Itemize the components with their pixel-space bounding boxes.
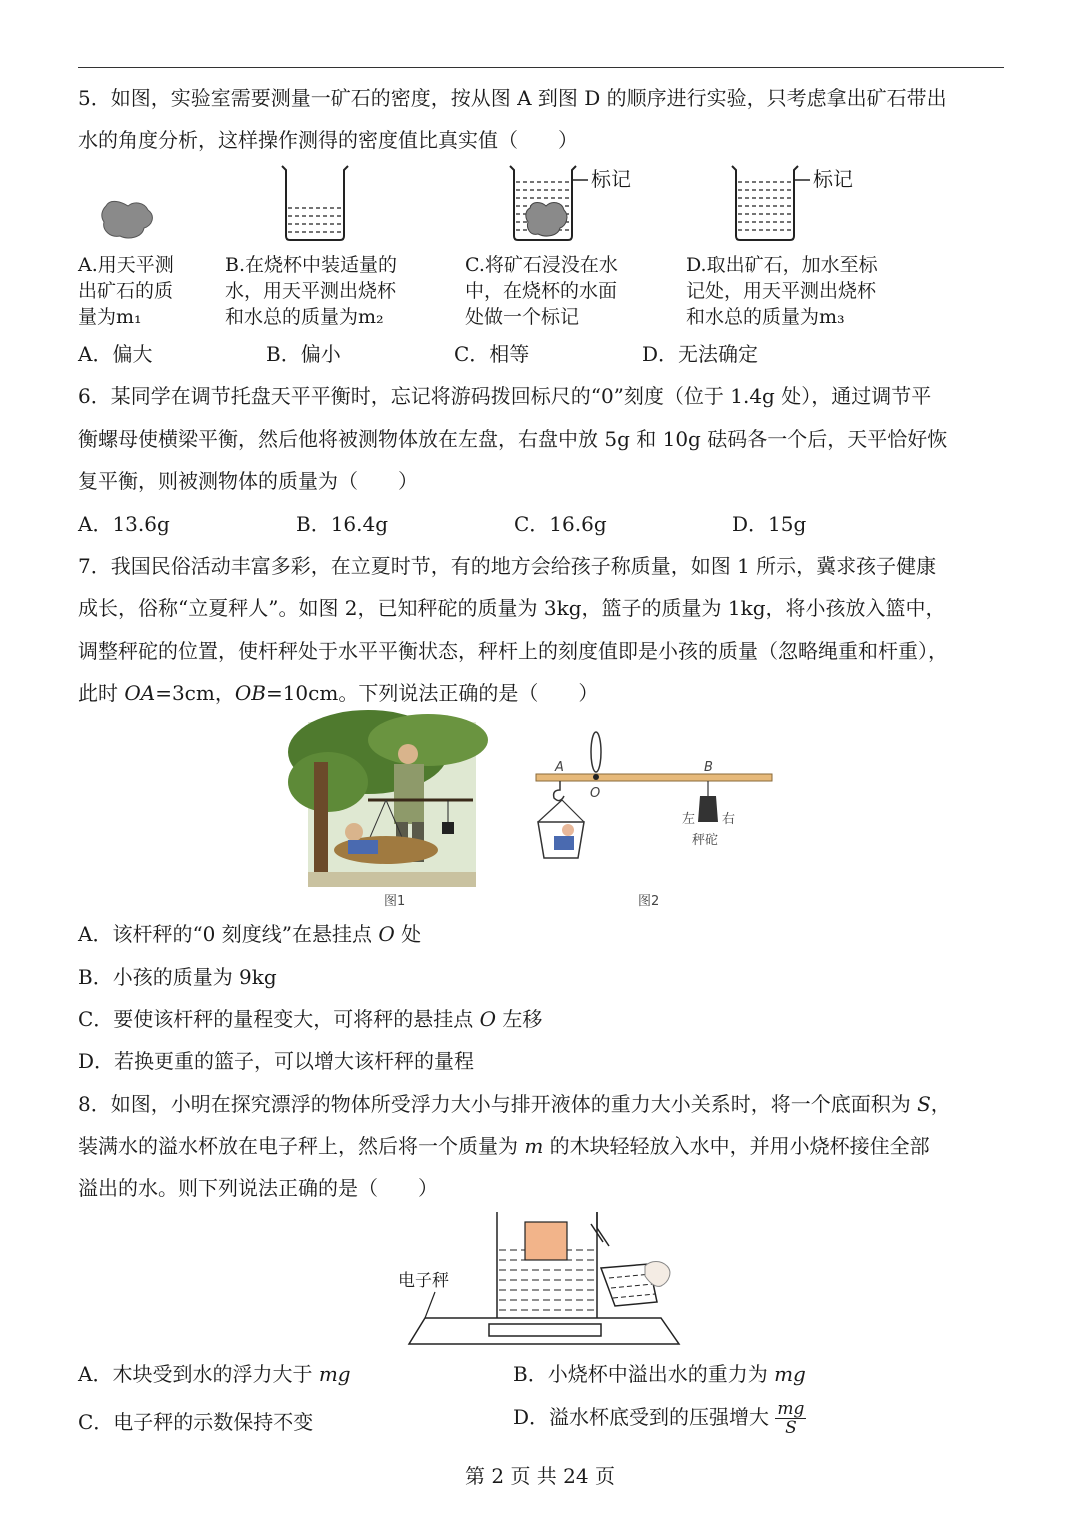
caption-c-2: 中，在烧杯的水面: [465, 280, 618, 302]
q7-line-4: 此时 OA=3cm，OB=10cm。下列说法正确的是（ ）: [78, 681, 599, 705]
q6-option-b[interactable]: B．16.4g: [296, 512, 389, 536]
fraction: $\frac{mg}{S}$: [777, 1399, 805, 1438]
q5-line-1: 5．如图，实验室需要测量一矿石的密度，按从图 A 到图 D 的顺序进行实验，只考虑拿出矿石带出: [78, 86, 947, 110]
page-footer: 第 2 页 共 24 页: [465, 1464, 615, 1488]
q7-option-b[interactable]: B．小孩的质量为 9kg: [78, 965, 277, 989]
mark-label-d: 标记: [813, 167, 853, 191]
q8-line-2: 装满水的溢水杯放在电子秤上，然后将一个质量为 m 的木块轻轻放入水中，并用小烧杯接住全部: [78, 1134, 930, 1158]
point-o-label: O: [590, 786, 601, 801]
weighing-photo-figure: [308, 722, 476, 887]
q6-line-1: 6．某同学在调节托盘天平平衡时，忘记将游码拨回标尺的“0”刻度（位于 1.4g 处），通过调节平: [78, 384, 932, 408]
q6-line-3: 复平衡，则被测物体的质量为（ ）: [78, 469, 418, 493]
ore-rock-figure: [100, 198, 156, 240]
caption-a-1: A.用天平测: [78, 254, 174, 276]
q7-option-a[interactable]: A．该杆秤的“0 刻度线”在悬挂点 O 处: [78, 922, 422, 946]
q6-option-d[interactable]: D．15g: [732, 512, 807, 536]
q8-line-3: 溢出的水。则下列说法正确的是（ ）: [78, 1176, 438, 1200]
figure-2-label: 图2: [638, 894, 660, 909]
caption-b-3: 和水总的质量为m₂: [225, 306, 384, 328]
q7-line-3: 调整秤砣的位置，使杆秤处于水平平衡状态，秤杆上的刻度值即是小孩的质量（忽略绳重和杆重），: [78, 639, 948, 663]
caption-b-1: B.在烧杯中装适量的: [225, 254, 398, 276]
caption-d-3: 和水总的质量为m₃: [686, 306, 845, 328]
q5-line-2: 水的角度分析，这样操作测得的密度值比真实值（ ）: [78, 128, 578, 152]
q7-line-2: 成长，俗称“立夏秤人”。如图 2，已知秤砣的质量为 3kg，篮子的质量为 1kg，将小孩放入篮中，: [78, 596, 946, 620]
q7-line-1: 7．我国民俗活动丰富多彩，在立夏时节，有的地方会给孩子称质量，如图 1 所示，冀求孩子健康: [78, 554, 937, 578]
point-b-label: B: [704, 760, 713, 775]
q6-line-2: 衡螺母使横梁平衡，然后他将被测物体放在左盘，右盘中放 5g 和 10g 砝码各一个后，天平恰好恢: [78, 427, 948, 451]
beaker-b-figure: [280, 164, 350, 242]
caption-b-2: 水，用天平测出烧杯: [225, 280, 397, 302]
q8-option-d[interactable]: D．溢水杯底受到的压强增大 $\frac{mg}{S}$: [513, 1399, 805, 1438]
q5-option-c[interactable]: C．相等: [454, 342, 530, 366]
mark-label-c: 标记: [591, 167, 631, 191]
caption-d-1: D.取出矿石，加水至标: [686, 254, 878, 276]
q7-option-c[interactable]: C．要使该杆秤的量程变大，可将秤的悬挂点 O 左移: [78, 1007, 543, 1031]
q6-option-c[interactable]: C．16.6g: [514, 512, 607, 536]
caption-d-2: 记处，用天平测出烧杯: [686, 280, 877, 302]
caption-a-3: 量为m₁: [78, 306, 142, 328]
scale-label: 电子秤: [398, 1271, 449, 1291]
caption-c-1: C.将矿石浸没在水: [465, 254, 618, 276]
caption-c-3: 处做一个标记: [465, 306, 580, 328]
q6-option-a[interactable]: A．13.6g: [78, 512, 170, 536]
left-label: 左: [682, 812, 696, 827]
right-label: 右: [722, 812, 736, 827]
q8-option-b[interactable]: B．小烧杯中溢出水的重力为 mg: [513, 1362, 806, 1386]
q8-option-c[interactable]: C．电子秤的示数保持不变: [78, 1410, 314, 1434]
caption-a-2: 出矿石的质: [78, 280, 174, 302]
q5-option-b[interactable]: B．偏小: [266, 342, 341, 366]
q5-option-a[interactable]: A．偏大: [78, 342, 153, 366]
header-rule: [78, 67, 1004, 68]
weight-label: 秤砣: [692, 833, 719, 848]
q8-option-a[interactable]: A．木块受到水的浮力大于 mg: [78, 1362, 351, 1386]
q8-line-1: 8．如图，小明在探究漂浮的物体所受浮力大小与排开液体的重力大小关系时，将一个底面积为 S，: [78, 1092, 951, 1116]
q5-option-d[interactable]: D．无法确定: [642, 342, 759, 366]
steelyard-diagram: [528, 734, 778, 864]
q7-option-d[interactable]: D．若换更重的篮子，可以增大该杆秤的量程: [78, 1049, 475, 1073]
figure-1-label: 图1: [384, 894, 406, 909]
point-a-label: A: [555, 760, 564, 775]
